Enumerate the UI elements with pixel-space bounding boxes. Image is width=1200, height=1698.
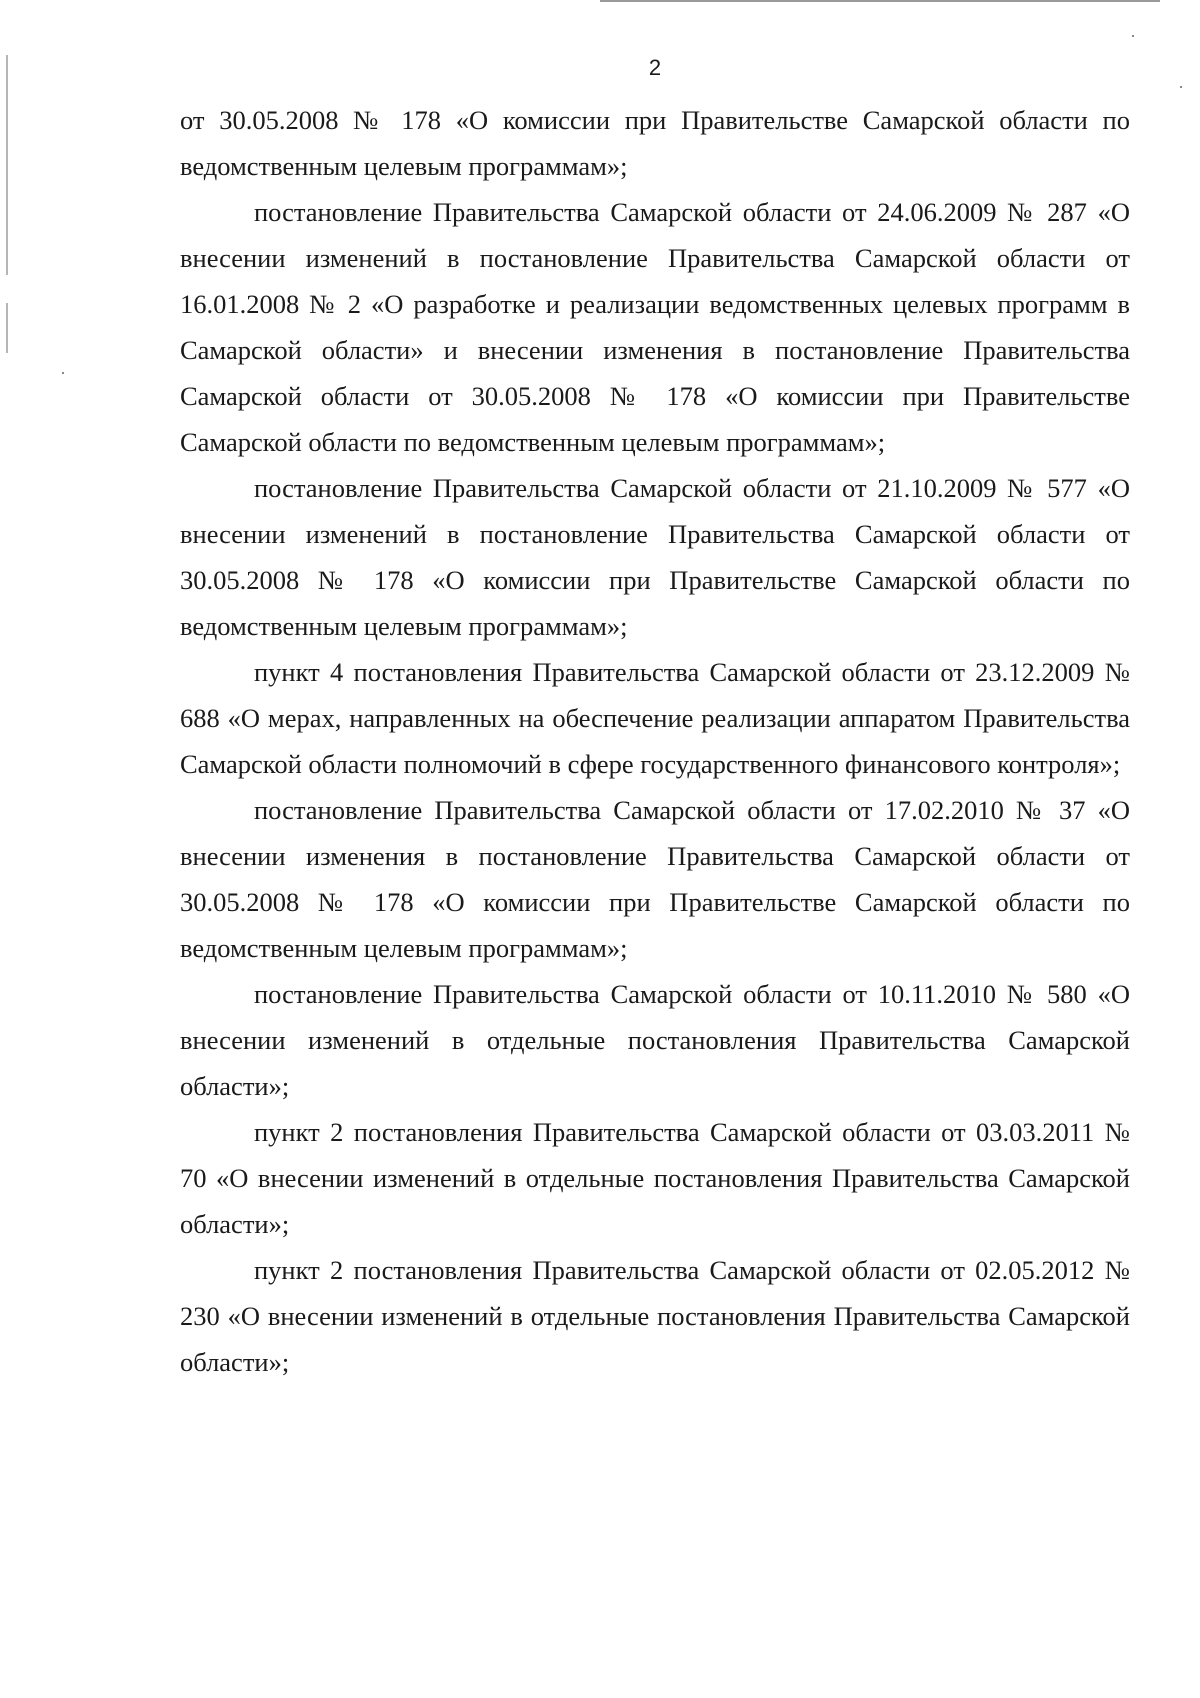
scan-edge-line bbox=[600, 0, 1160, 2]
scan-margin-mark-upper bbox=[6, 55, 8, 275]
scan-speck bbox=[62, 372, 64, 374]
page-number: 2 bbox=[648, 55, 662, 80]
paragraph-resolution-37: постановление Правительства Самарской области от 17.02.2010 № 37 «О внесении изменения в постановление Правительства Самарской области от 30.05.2008 № 178 «О комиссии при Правительстве Самарской области по ведомственным целевым программам»; bbox=[180, 795, 1130, 963]
scan-speck bbox=[1180, 86, 1182, 88]
paragraph-resolution-580: постановление Правительства Самарской области от 10.11.2010 № 580 «О внесении изменений в отдельные постановления Правительства Самарской области»; bbox=[180, 979, 1130, 1101]
paragraph-resolution-577: постановление Правительства Самарской области от 21.10.2009 № 577 «О внесении изменений в постановление Правительства Самарской области от 30.05.2008 № 178 «О комиссии при Правительстве Самарской области по ведомственным целевым программам»; bbox=[180, 473, 1130, 641]
paragraph-resolution-688: пункт 4 постановления Правительства Самарской области от 23.12.2009 № 688 «О мерах, направленных на обеспечение реализации аппаратом Правительства Самарской области полномочий в сфере государственного финансового контроля»; bbox=[180, 657, 1130, 779]
scan-margin-mark-lower bbox=[6, 303, 8, 353]
paragraph-resolution-230: пункт 2 постановления Правительства Самарской области от 02.05.2012 № 230 «О внесении изменений в отдельные постановления Правительства Самарской области»; bbox=[180, 1255, 1130, 1377]
paragraph-resolution-70: пункт 2 постановления Правительства Самарской области от 03.03.2011 № 70 «О внесении изменений в отдельные постановления Правительства Самарской области»; bbox=[180, 1117, 1130, 1239]
document-body bbox=[180, 97, 1130, 1385]
paragraph-resolution-287: постановление Правительства Самарской области от 24.06.2009 № 287 «О внесении изменений в постановление Правительства Самарской области от 16.01.2008 № 2 «О разработке и реализации ведомственных целевых программ в Самарской области» и внесении изменения в постановление Правительства Самарской области от 30.05.2008 № 178 «О комиссии при Правительстве Самарской области по ведомственным целевым программам»; bbox=[180, 197, 1130, 457]
paragraph-continuation: от 30.05.2008 № 178 «О комиссии при Правительстве Самарской области по ведомственным целевым программам»; bbox=[180, 105, 1130, 181]
scan-speck bbox=[1132, 35, 1134, 37]
